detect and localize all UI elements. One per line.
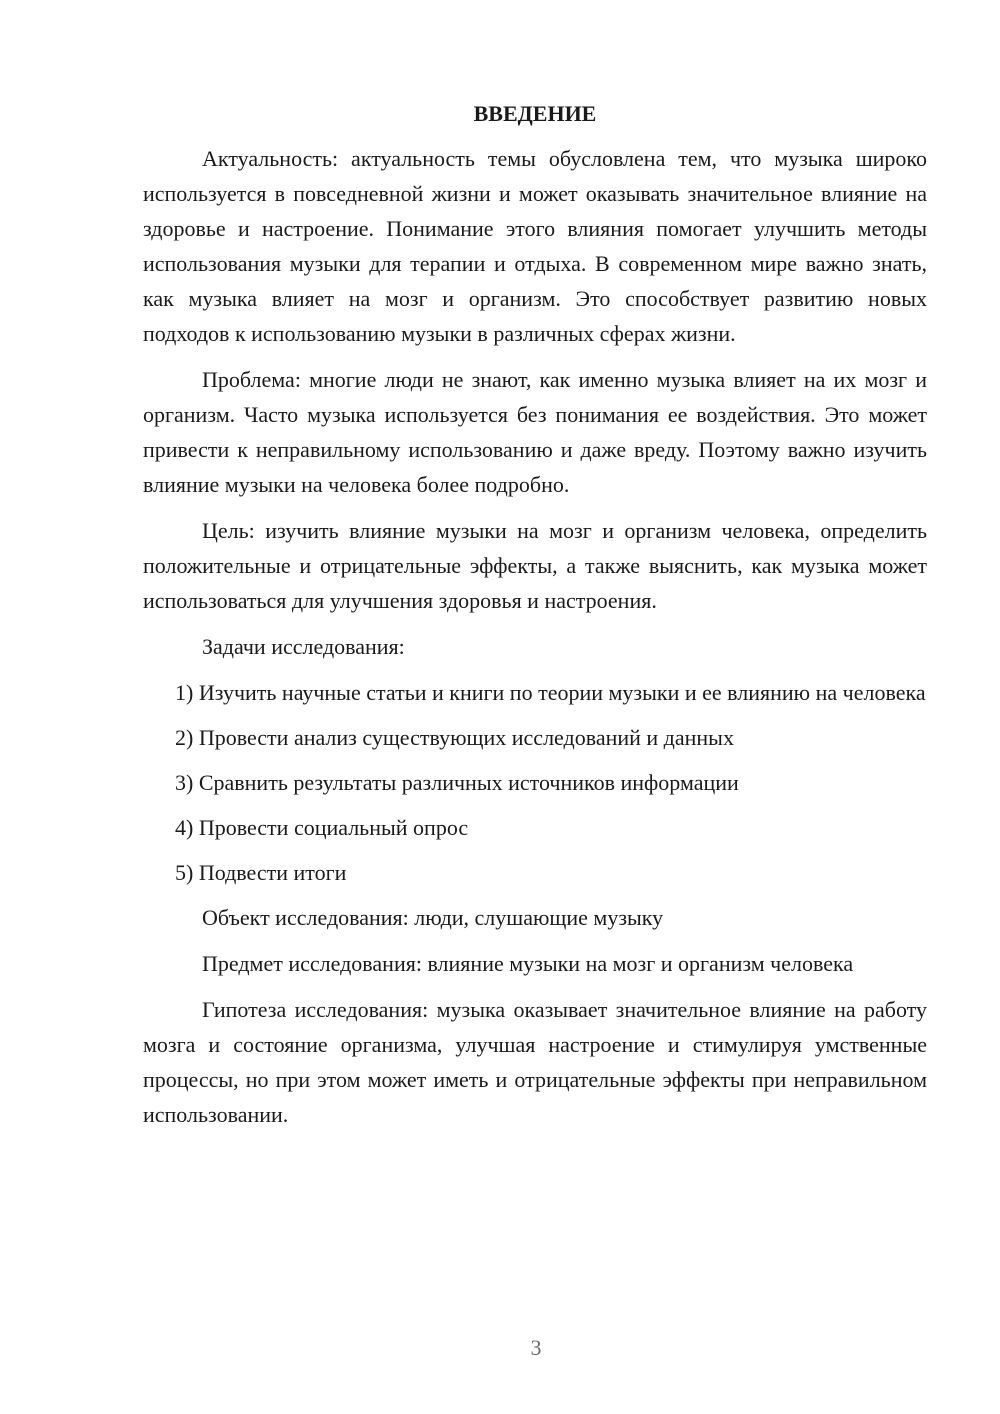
tasks-list bbox=[143, 675, 927, 890]
goal-paragraph: Цель: изучить влияние музыки на мозг и организм человека, определить положительные и отрицательные эффекты, а также выяснить, как музыка может использоваться для улучшения здоровья и настроения. bbox=[143, 518, 927, 613]
subject-paragraph: Предмет исследования: влияние музыки на мозг и организм человека bbox=[202, 951, 854, 976]
task-item-5: 5) Подвести итоги bbox=[175, 860, 347, 885]
relevance-paragraph: Актуальность: актуальность темы обусловлена тем, что музыка широко используется в повседневной жизни и может оказывать значительное влияние на здоровье и настроение. Понимание этого влияния помогает улучшить методы использования музыки для терапии и отдыха. В современном мире важно знать, как музыка влияет на мозг и организм. Это способствует развитию новых подходов к использованию музыки в различных сферах жизни. bbox=[143, 146, 927, 346]
page-title: ВВЕДЕНИЕ bbox=[473, 101, 597, 126]
hypothesis-paragraph: Гипотеза исследования: музыка оказывает значительное влияние на работу мозга и состояние организма, улучшая настроение и стимулируя умственные процессы, но при этом может иметь и отрицательные эффекты при неправильном использовании. bbox=[143, 997, 927, 1127]
page-number: 3 bbox=[530, 1335, 542, 1360]
problem-paragraph: Проблема: многие люди не знают, как именно музыка влияет на их мозг и организм. Часто музыка используется без понимания ее воздействия. Это может привести к неправильному использованию и даже вреду. Поэтому важно изучить влияние музыки на человека более подробно. bbox=[143, 367, 927, 497]
task-item-1: 1) Изучить научные статьи и книги по теории музыки и ее влиянию на человека bbox=[175, 680, 926, 705]
document-page bbox=[143, 96, 927, 1143]
task-item-2: 2) Провести анализ существующих исследований и данных bbox=[175, 725, 734, 750]
task-item-3: 3) Сравнить результаты различных источников информации bbox=[175, 770, 739, 795]
task-item-4: 4) Провести социальный опрос bbox=[175, 815, 469, 840]
tasks-heading: Задачи исследования: bbox=[202, 634, 405, 659]
object-paragraph: Объект исследования: люди, слушающие музыку bbox=[202, 905, 664, 930]
